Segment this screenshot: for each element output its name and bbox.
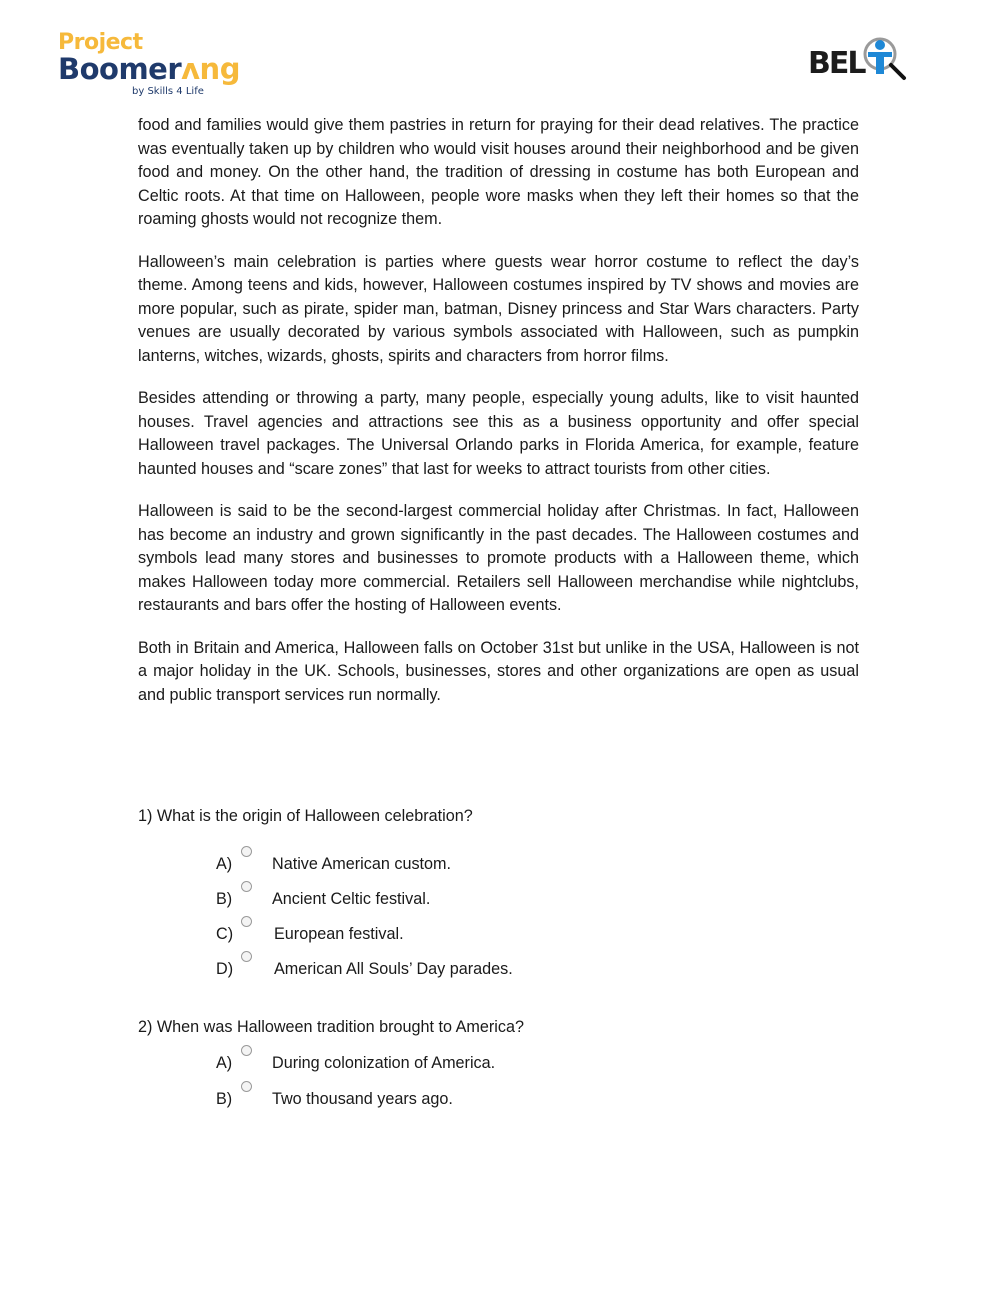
project-boomerang-logo	[58, 30, 268, 100]
paragraph-3: Besides attending or throwing a party, many people, especially young adults, like to visit haunted houses. Travel agencies and attractions see this as a business opportunity and offer special Halloween travel packages. The Universal Orlando parks in Florida America, for example, feature haunted houses and “scare zones” that last for weeks to attract tourists from other cities.	[138, 389, 859, 478]
radio-button[interactable]	[241, 951, 252, 962]
q1-option-d[interactable]	[216, 957, 513, 981]
paragraph-5: Both in Britain and America, Halloween falls on October 31st but unlike in the USA, Halloween is not a major holiday in the UK. Schools, businesses, stores and other organizations are open as usual and public transport services run normally.	[138, 638, 859, 704]
question-2: 2) When was Halloween tradition brought to America?	[138, 1018, 525, 1036]
belt-logo-text: BEL	[808, 46, 865, 81]
option-label: D)	[216, 960, 234, 978]
option-text: European festival.	[274, 925, 404, 943]
radio-button[interactable]	[241, 846, 252, 857]
option-label: B)	[216, 1090, 233, 1108]
option-text: American All Souls’ Day parades.	[274, 960, 513, 978]
reading-passage	[138, 114, 859, 726]
logo-line-project: Project	[58, 30, 143, 55]
option-text: During colonization of America.	[272, 1054, 496, 1072]
radio-button[interactable]	[241, 881, 252, 892]
q1-option-c[interactable]	[216, 922, 404, 946]
belt-logo	[808, 36, 912, 84]
option-text: Ancient Celtic festival.	[272, 890, 431, 908]
logo-boomer: Boomer	[58, 52, 182, 86]
option-label: A)	[216, 855, 233, 873]
logo-line-boomerang	[58, 52, 240, 86]
logo-tagline: by Skills 4 Life	[132, 86, 204, 97]
radio-button[interactable]	[241, 1081, 252, 1092]
option-label: A)	[216, 1054, 233, 1072]
q1-option-a[interactable]	[216, 852, 452, 876]
option-text: Two thousand years ago.	[272, 1090, 453, 1108]
magnifier-person-icon	[862, 36, 912, 84]
q2-option-a[interactable]	[216, 1051, 496, 1075]
option-label: B)	[216, 890, 233, 908]
paragraph-4: Halloween is said to be the second-largest commercial holiday after Christmas. In fact, Halloween has become an industry and grown significantly in the past decades. The Halloween costumes and symbols lead many stores and businesses to promote products with a Halloween theme, which makes Halloween today more commercial. Retailers sell Halloween merchandise while nightclubs, restaurants and bars offer the hosting of Halloween events.	[138, 502, 859, 614]
question-1: 1) What is the origin of Halloween celebration?	[138, 807, 473, 825]
q2-option-b[interactable]	[216, 1087, 453, 1111]
q1-option-b[interactable]	[216, 887, 431, 911]
option-label: C)	[216, 925, 234, 943]
paragraph-2: Halloween’s main celebration is parties where guests wear horror costume to reflect the day’s theme. Among teens and kids, however, Halloween costumes inspired by TV shows and movies are more popular, such as pirate, spider man, batman, Disney princess and Star Wars characters. Party venues are usually decorated by various symbols associated with Halloween, such as pumpkin lanterns, witches, wizards, ghosts, spirits and characters from horror films.	[138, 252, 859, 365]
radio-button[interactable]	[241, 1045, 252, 1056]
logo-ang: ʌng	[181, 52, 240, 86]
paragraph-1: food and families would give them pastries in return for praying for their dead relatives. The practice was eventually taken up by children who would visit houses around their neighborhood and be given food and money. On the other hand, the tradition of dressing in costume has both European and Celtic roots. At that time on Halloween, people wore masks when they left their homes so that the roaming ghosts would not recognize them.	[138, 116, 859, 228]
option-text: Native American custom.	[272, 855, 452, 873]
radio-button[interactable]	[241, 916, 252, 927]
